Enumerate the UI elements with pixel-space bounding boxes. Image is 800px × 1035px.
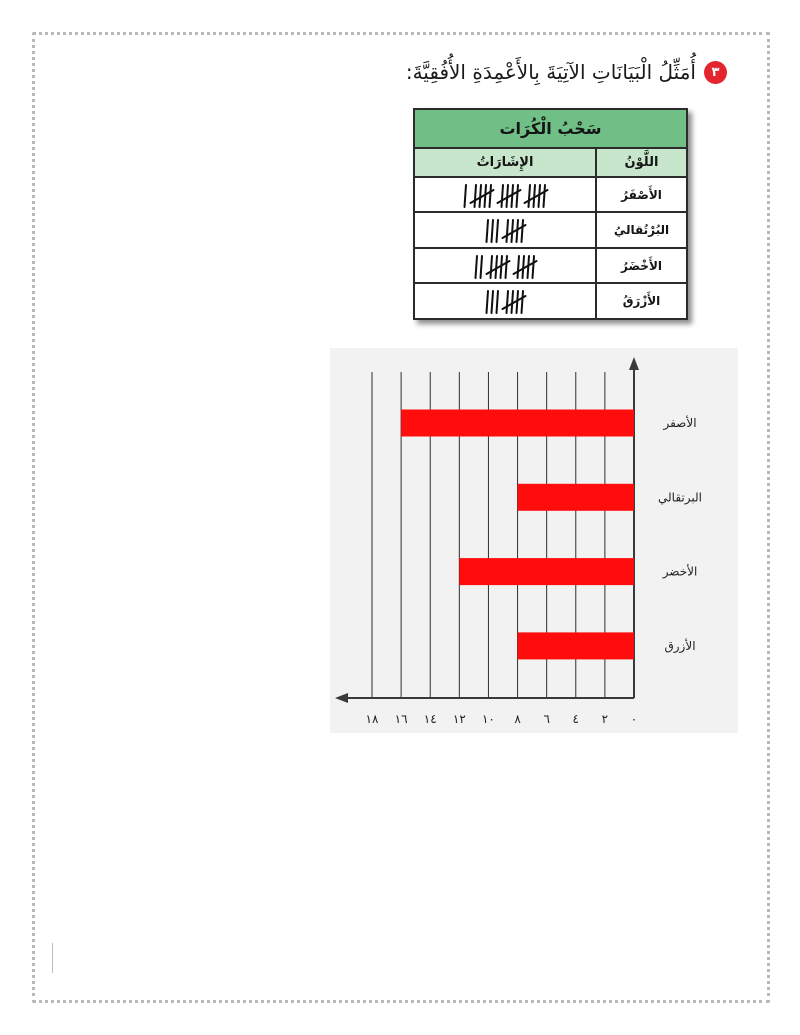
- tally-stroke: [522, 291, 524, 313]
- tally-stroke: [465, 185, 467, 207]
- tally-stroke: [518, 256, 520, 278]
- tally-cell: [414, 283, 596, 319]
- tally-stroke: [476, 256, 478, 278]
- color-cell: البُرْتُقاليُ: [596, 212, 687, 248]
- tally-stroke: [492, 291, 494, 313]
- horizontal-bar-chart: [330, 348, 738, 733]
- tally-stroke: [523, 256, 525, 278]
- tally-stroke: [496, 256, 498, 278]
- bar: [401, 410, 634, 437]
- tally-stroke: [497, 291, 499, 313]
- tally-stroke: [544, 185, 546, 207]
- category-label: الأخضر: [662, 564, 698, 579]
- tally-marks: [417, 286, 593, 316]
- x-tick-label: ٦: [543, 712, 550, 726]
- color-cell: الأَخْضَرُ: [596, 248, 687, 284]
- tally-stroke: [475, 185, 477, 207]
- x-tick-label: ١٠: [481, 712, 495, 726]
- x-tick-label: ١٨: [365, 712, 379, 726]
- tally-table-header-row: [414, 148, 687, 177]
- table-row: [414, 248, 687, 284]
- tally-stroke: [487, 220, 489, 242]
- tally-stroke: [517, 185, 519, 207]
- x-tick-label: ١٤: [423, 712, 437, 726]
- tally-table: [413, 108, 688, 320]
- tally-marks: [417, 215, 593, 245]
- chart-background: [330, 348, 738, 733]
- table-row: [414, 177, 687, 213]
- tally-marks: [417, 180, 593, 210]
- question-number-badge: ٣: [704, 61, 727, 84]
- bar-chart-canvas: [330, 348, 738, 733]
- tally-cell: [414, 177, 596, 213]
- margin-mark: [52, 943, 53, 973]
- x-tick-label: ٨: [514, 712, 521, 726]
- marks-column-header: الإِشَارَاتُ: [414, 148, 596, 177]
- x-tick-label: ٤: [572, 712, 580, 726]
- tally-stroke: [533, 256, 535, 278]
- color-cell: الأَزْرَقُ: [596, 283, 687, 319]
- tally-cell: [414, 212, 596, 248]
- tally-stroke: [481, 256, 483, 278]
- x-tick-label: ٢: [601, 712, 609, 726]
- tally-stroke: [507, 220, 509, 242]
- question-instruction: أُمَثِّلُ الْبَيَانَاتِ الآتِيَةَ بِالأَعْمِدَةِ الأُفُقِيَّةَ:: [405, 60, 696, 84]
- tally-cell: [414, 248, 596, 284]
- table-row: [414, 212, 687, 248]
- tally-stroke: [507, 185, 509, 207]
- x-tick-label: ١٢: [452, 712, 466, 726]
- tally-stroke: [491, 256, 493, 278]
- tally-stroke: [497, 220, 499, 242]
- x-tick-label: ١٦: [394, 712, 408, 726]
- category-label: الأصفر: [663, 416, 697, 430]
- category-label: البرتقالي: [658, 490, 702, 505]
- tally-stroke: [502, 185, 504, 207]
- tally-stroke: [507, 291, 509, 313]
- tally-stroke: [512, 291, 514, 313]
- tally-table-title: سَحْبُ الْكُرَات: [414, 109, 687, 148]
- tally-stroke: [529, 185, 531, 207]
- table-row: [414, 283, 687, 319]
- bar: [459, 558, 634, 585]
- bar: [518, 484, 634, 511]
- tally-stroke: [480, 185, 482, 207]
- color-column-header: اللَّوْنُ: [596, 148, 687, 177]
- tally-stroke: [490, 185, 492, 207]
- category-label: الأزرق: [664, 638, 696, 653]
- tally-stroke: [506, 256, 508, 278]
- tally-stroke: [522, 220, 524, 242]
- bar: [518, 632, 634, 659]
- tally-stroke: [487, 291, 489, 313]
- tally-stroke: [492, 220, 494, 242]
- color-cell: الأَصْفَرُ: [596, 177, 687, 213]
- tally-stroke: [534, 185, 536, 207]
- x-tick-label: ٠: [630, 712, 638, 726]
- tally-marks: [417, 251, 593, 281]
- tally-stroke: [512, 220, 514, 242]
